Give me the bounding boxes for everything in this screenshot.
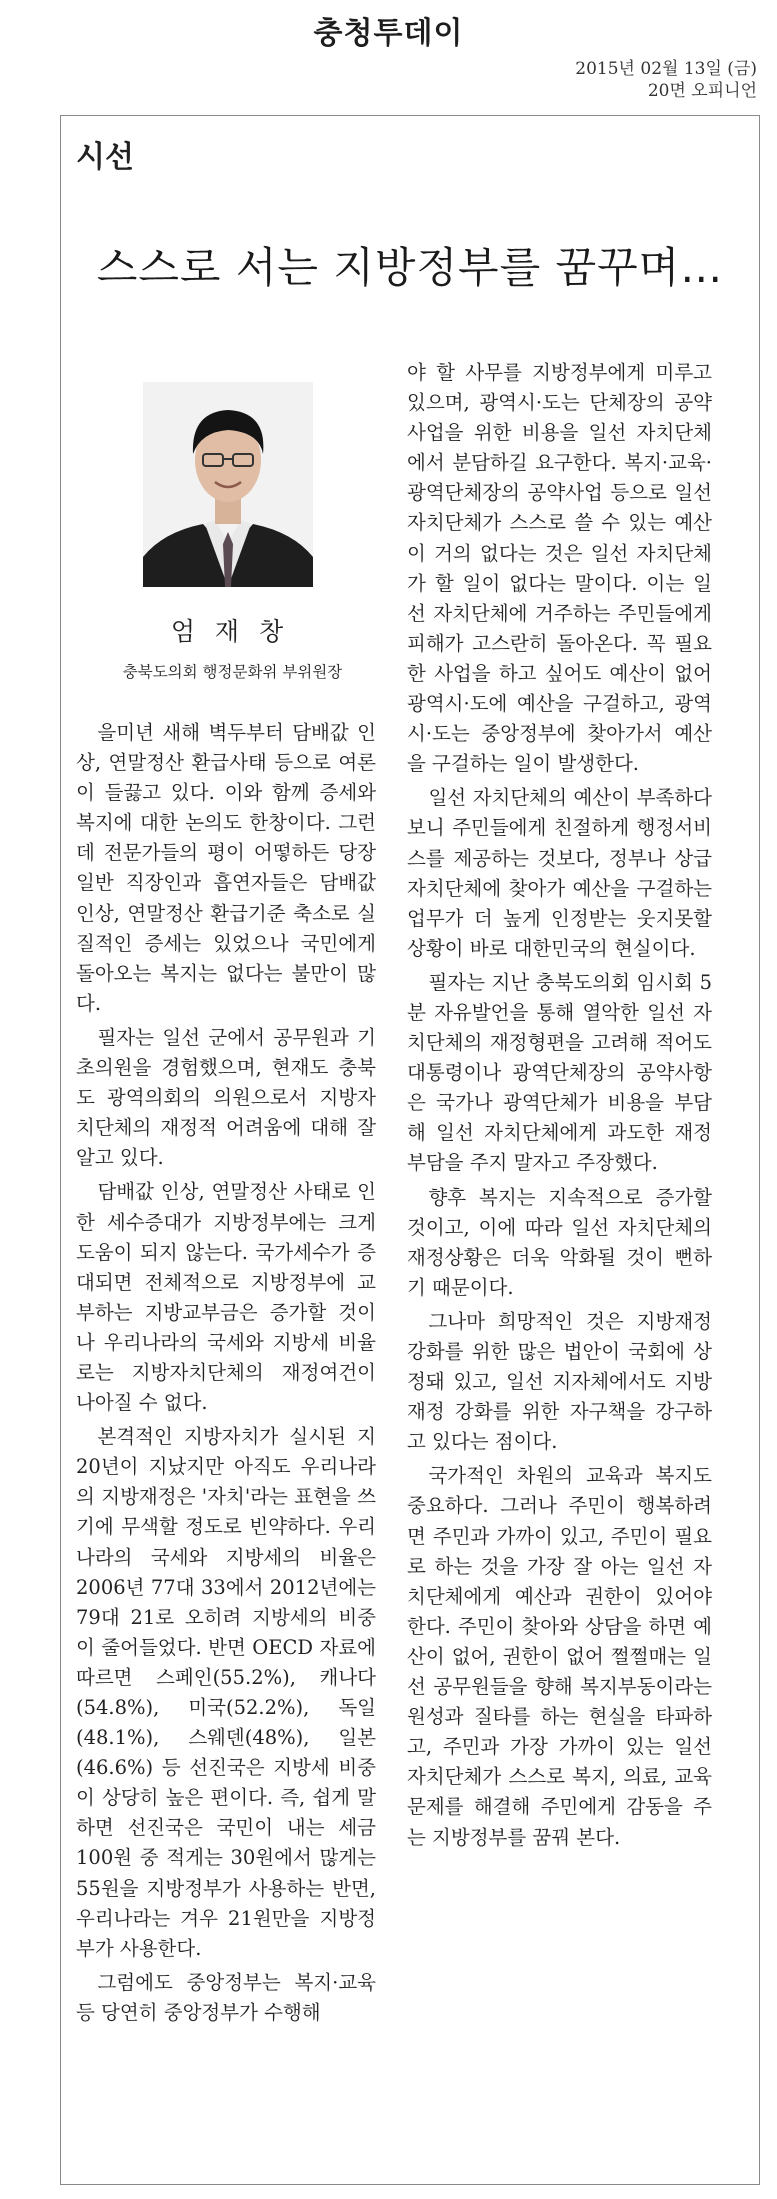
body-paragraph: 야 할 사무를 지방정부에게 미루고 있으며, 광역시·도는 단체장의 공약사업을 위한 비용을 일선 자치단체에서 분담하길 요구한다. 복지·교육·광역단체장의 공약사업 등으로 일선 자치단체가 스스로 쓸 수 있는 예산이 거의 없다는 것은 일선 자치단체가 할 일이 없다는 말이다. 이는 일선 자치단체에 거주하는 주민들에게 피해가 고스란히 돌아온다. 꼭 필요한 사업을 하고 싶어도 예산이 없어 광역시·도에 예산을 구걸하고, 광역시·도는 중앙정부에 찾아가서 예산을 구걸하는 일이 발생한다. <box>407 361 712 776</box>
body-paragraph: 을미년 새해 벽두부터 담배값 인상, 연말정산 환급사태 등으로 여론이 들끓고 있다. 이와 함께 증세와 복지에 대한 논의도 한창이다. 그런데 전문가들의 평이 어떻하든 당장 일반 직장인과 흡연자들은 담배값 인상, 연말정산 환급기준 축소로 실질적인 증세는 있었으나 국민에게 돌아오는 복지는 없다는 불만이 많다. <box>76 721 376 1015</box>
author-affiliation: 충북도의회 행정문화위 부위원장 <box>122 663 343 681</box>
body-paragraph: 본격적인 지방자치가 실시된 지 20년이 지났지만 아직도 우리나라의 지방재정은 '자치'라는 표현을 쓰기에 무색할 정도로 빈약하다. 우리나라의 국세와 지방세의 비율은 2006년 77대 33에서 2012년에는 79대 21로 오히려 지방세의 비중이 줄어들었다. 반면 OECD 자료에 따르면 스페인(55.2%), 캐나다(54.8%), 미국(52.2%), 독일(48.1%), 스웨덴(48%), 일본(46.6%) 등 선진국은 지방세 비중이 상당히 높은 편이다. 즉, 쉽게 말하면 선진국은 국민이 내는 세금 100원 중 적게는 30원에서 많게는 55원을 지방정부가 사용하는 반면, 우리나라는 겨우 21원만을 지방정부가 사용한다. <box>76 1425 376 1960</box>
body-paragraph: 향후 복지는 지속적으로 증가할 것이고, 이에 따라 일선 자치단체의 재정상황은 더욱 악화될 것이 뻔하기 때문이다. <box>407 1185 712 1299</box>
newspaper-masthead: 충청투데이 <box>313 16 464 51</box>
article-body-right-column <box>407 358 712 1857</box>
author-portrait-icon <box>143 382 313 587</box>
author-photo <box>143 382 313 587</box>
body-paragraph: 필자는 지난 충북도의회 임시회 5분 자유발언을 통해 열악한 일선 자치단체의 재정형편을 고려해 적어도 대통령이나 광역단체장의 공약사항은 국가나 광역단체가 비용을 부담해 일선 자치단체에게 과도한 재정부담을 주지 말자고 주장했다. <box>407 970 712 1175</box>
body-paragraph: 일선 자치단체의 예산이 부족하다보니 주민들에게 친절하게 행정서비스를 제공하는 것보다, 정부나 상급자치단체에 찾아가 예산을 구걸하는 업무가 더 높게 인정받는 웃지못할 상황이 바로 대한민국의 현실이다. <box>407 786 712 960</box>
body-paragraph: 그럼에도 중앙정부는 복지·교육 등 당연히 중앙정부가 수행해 <box>76 1970 376 2024</box>
article-body-left-column <box>76 718 376 2032</box>
body-paragraph: 필자는 일선 군에서 공무원과 기초의원을 경험했으며, 현재도 충북도 광역의회의 의원으로서 지방자치단체의 재정적 어려움에 대해 잘 알고 있다. <box>76 1025 376 1170</box>
body-paragraph: 담배값 인상, 연말정산 사태로 인한 세수증대가 지방정부에는 크게 도움이 되지 않는다. 국가세수가 증대되면 전체적으로 지방정부에 교부하는 지방교부금은 증가할 것이나 우리나라의 국세와 지방세 비율로는 지방자치단체의 재정여건이 나아질 수 없다. <box>76 1180 376 1415</box>
page-section: 20면 오피니언 <box>647 81 757 101</box>
body-paragraph: 국가적인 차원의 교육과 복지도 중요하다. 그러나 주민이 행복하려면 주민과 가까이 있고, 주민이 필요로 하는 것을 가장 잘 아는 일선 자치단체에게 예산과 권한이 있어야 한다. 주민이 찾아와 상담을 하면 예산이 없어, 권한이 없어 쩔쩔매는 일선 공무원들을 향해 복지부동이라는 원성과 질타를 하는 현실을 타파하고, 주민과 가장 가까이 있는 일선 자치단체가 스스로 복지, 의료, 교육문제를 해결해 주민에게 감동을 주는 지방정부를 꿈꿔 본다. <box>407 1464 712 1849</box>
body-paragraph: 그나마 희망적인 것은 지방재정 강화를 위한 많은 법안이 국회에 상정돼 있고, 일선 지자체에서도 지방재정 강화를 위한 자구책을 강구하고 있다는 점이다. <box>407 1309 712 1454</box>
publication-meta <box>575 58 757 102</box>
article-headline: 스스로 서는 지방정부를 꿈꾸며… <box>96 243 724 292</box>
author-name: 엄 재 창 <box>170 617 290 646</box>
publication-date: 2015년 02월 13일 (금) <box>575 59 757 79</box>
column-section-title: 시선 <box>76 140 134 175</box>
